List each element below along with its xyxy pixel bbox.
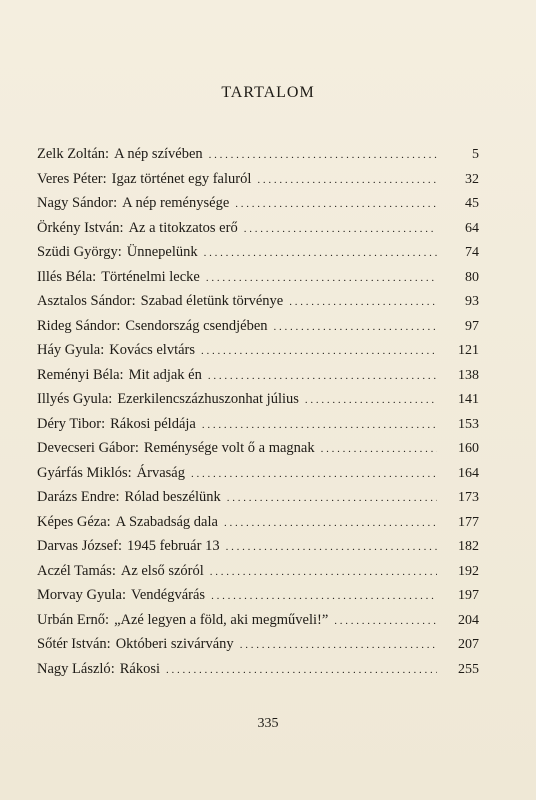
dot-leader <box>191 468 437 480</box>
toc-entry: Nagy Sándor : A nép reménysége . . . 45 <box>37 195 479 220</box>
dot-leader <box>321 443 437 455</box>
toc-author: Illyés Gyula <box>37 391 109 407</box>
toc-page-number: 177 <box>458 514 479 530</box>
toc-author: Nagy Sándor <box>37 195 114 211</box>
toc-work-title: Mit adjak én <box>128 366 202 383</box>
toc-page-number: 153 <box>458 416 479 432</box>
dot-leader <box>166 664 437 676</box>
toc-work-title: Reménysége volt ő a magnak <box>143 440 315 456</box>
toc-page-number: 207 <box>458 637 479 652</box>
toc-page-number: 192 <box>458 563 479 579</box>
toc-work-title: Az első szóról <box>120 562 204 579</box>
toc-work-title: Csendország csendjében <box>125 317 268 334</box>
toc-author: Szüdi György <box>37 244 118 260</box>
toc-entry: Veres Péter : Igaz történet egy faluról . . . 32 <box>37 171 479 196</box>
toc-work-title: A nép reménysége <box>122 195 230 211</box>
toc-entry: Szüdi György : Ünnepelünk . . . 74 <box>37 244 479 269</box>
toc-author: Veres Péter <box>37 170 103 187</box>
toc-entry: Darvas József : 1945 február 13 . . . 182 <box>37 538 479 563</box>
toc-page-number: 97 <box>465 318 479 334</box>
toc-author: Rideg Sándor <box>37 317 117 334</box>
toc-work-title: Rólad beszélünk <box>124 489 221 505</box>
toc-work-title: Ezerkilencszázhuszonhat július <box>117 391 299 407</box>
toc-work-title: Az a titokzatos erő <box>128 219 238 236</box>
dot-leader <box>211 590 437 602</box>
toc-entry: Sőtér István : Októberi szivárvány . . . 207 <box>37 636 479 661</box>
toc-author: Illés Béla <box>37 268 93 285</box>
toc-entry: Asztalos Sándor : Szabad életünk törvénye . . . 93 <box>37 293 479 318</box>
toc-author: Zelk Zoltán <box>37 146 106 162</box>
toc-work-title: Árvaság <box>136 464 185 481</box>
toc-entry: Urbán Ernő : „Azé legyen a föld, aki megműveli!” . . . 204 <box>37 612 479 637</box>
toc-author: Darvas József <box>37 538 118 554</box>
toc-work-title: Kovács elvtárs <box>109 342 196 358</box>
toc-work-title: Vendégvárás <box>131 587 206 603</box>
dot-leader <box>334 615 437 627</box>
toc-author: Urbán Ernő <box>37 611 106 628</box>
toc-author: Asztalos Sándor <box>37 293 132 309</box>
dot-leader <box>244 223 437 235</box>
toc-page-number: 164 <box>458 465 479 481</box>
dot-leader <box>202 419 437 431</box>
dot-leader <box>201 345 437 357</box>
toc-page-number: 197 <box>458 588 479 603</box>
dot-leader <box>209 149 437 161</box>
toc-page-number: 5 <box>472 147 479 162</box>
page-folio-number: 335 <box>257 716 279 731</box>
dot-leader <box>257 174 437 186</box>
toc-entry: Aczél Tamás : Az első szóról . . . 192 <box>37 563 479 588</box>
toc-work-title: A nép szívében <box>114 146 203 162</box>
toc-author: Déry Tibor <box>37 415 102 432</box>
toc-work-title: Történelmi lecke <box>101 268 200 285</box>
dot-leader <box>289 296 437 308</box>
toc-page-number: 141 <box>458 392 479 407</box>
toc-author: Darázs Endre <box>37 489 116 505</box>
toc-page-number: 32 <box>465 171 479 187</box>
toc-page-number: 45 <box>465 196 479 211</box>
toc-entry: Morvay Gyula : Vendégvárás . . . 197 <box>37 587 479 612</box>
toc-author: Örkény István <box>37 219 120 236</box>
toc-entry: Zelk Zoltán : A nép szívében . . . 5 <box>37 146 479 171</box>
dot-leader <box>210 566 437 578</box>
dot-leader <box>204 247 437 259</box>
toc-work-title: Ünnepelünk <box>126 244 198 260</box>
toc-entry: Rideg Sándor : Csendország csendjében . . . 97 <box>37 318 479 343</box>
toc-author: Devecseri Gábor <box>37 440 135 456</box>
toc-author: Reményi Béla <box>37 366 120 383</box>
toc-entry: Darázs Endre : Rólad beszélünk . . . 173 <box>37 489 479 514</box>
toc-page-number: 138 <box>458 367 479 383</box>
toc-entry: Illés Béla : Történelmi lecke . . . 80 <box>37 269 479 294</box>
table-of-contents <box>37 146 479 685</box>
toc-page-number: 182 <box>458 539 479 554</box>
toc-entry: Devecseri Gábor : Reménysége volt ő a magnak . . . 160 <box>37 440 479 465</box>
dot-leader <box>206 272 437 284</box>
dot-leader <box>235 198 437 210</box>
toc-entry: Illyés Gyula : Ezerkilencszázhuszonhat július . . . 141 <box>37 391 479 416</box>
page-title: TARTALOM <box>221 84 315 101</box>
toc-work-title: „Azé legyen a föld, aki megműveli!” <box>114 611 329 628</box>
toc-author: Háy Gyula <box>37 342 101 358</box>
toc-page-number: 80 <box>465 269 479 285</box>
toc-entry: Reményi Béla : Mit adjak én . . . 138 <box>37 367 479 392</box>
toc-page-number: 74 <box>465 245 479 260</box>
toc-work-title: Rákosi <box>119 660 160 677</box>
toc-work-title: Rákosi példája <box>110 415 196 432</box>
toc-work-title: 1945 február 13 <box>126 538 220 554</box>
toc-author: Gyárfás Miklós <box>37 464 128 481</box>
toc-author: Sőtér István <box>37 636 107 652</box>
toc-author: Nagy László <box>37 660 111 677</box>
toc-work-title: Szabad életünk törvénye <box>140 293 284 309</box>
toc-entry: Déry Tibor : Rákosi példája . . . 153 <box>37 416 479 441</box>
dot-leader <box>305 394 437 406</box>
toc-work-title: Októberi szivárvány <box>115 636 234 652</box>
dot-leader <box>274 321 437 333</box>
toc-entry: Képes Géza : A Szabadság dala . . . 177 <box>37 514 479 539</box>
toc-author: Morvay Gyula <box>37 587 122 603</box>
toc-page-number: 173 <box>458 490 479 505</box>
toc-entry: Nagy László : Rákosi . . . 255 <box>37 661 479 686</box>
dot-leader <box>224 517 437 529</box>
toc-page-number: 204 <box>458 612 479 628</box>
toc-work-title: Igaz történet egy faluról <box>111 170 252 187</box>
toc-entry: Örkény István : Az a titokzatos erő . . . 64 <box>37 220 479 245</box>
dot-leader <box>226 541 437 553</box>
toc-entry: Háy Gyula : Kovács elvtárs . . . 121 <box>37 342 479 367</box>
toc-page-number: 64 <box>465 220 479 236</box>
toc-page-number: 93 <box>465 294 479 309</box>
dot-leader <box>227 492 437 504</box>
toc-author: Aczél Tamás <box>37 562 112 579</box>
toc-page-number: 255 <box>458 661 479 677</box>
toc-page-number: 160 <box>458 441 479 456</box>
toc-page-number: 121 <box>458 343 479 358</box>
toc-work-title: A Szabadság dala <box>115 513 218 530</box>
dot-leader <box>240 639 437 651</box>
dot-leader <box>208 370 437 382</box>
toc-author: Képes Géza <box>37 513 107 530</box>
toc-entry: Gyárfás Miklós : Árvaság . . . 164 <box>37 465 479 490</box>
